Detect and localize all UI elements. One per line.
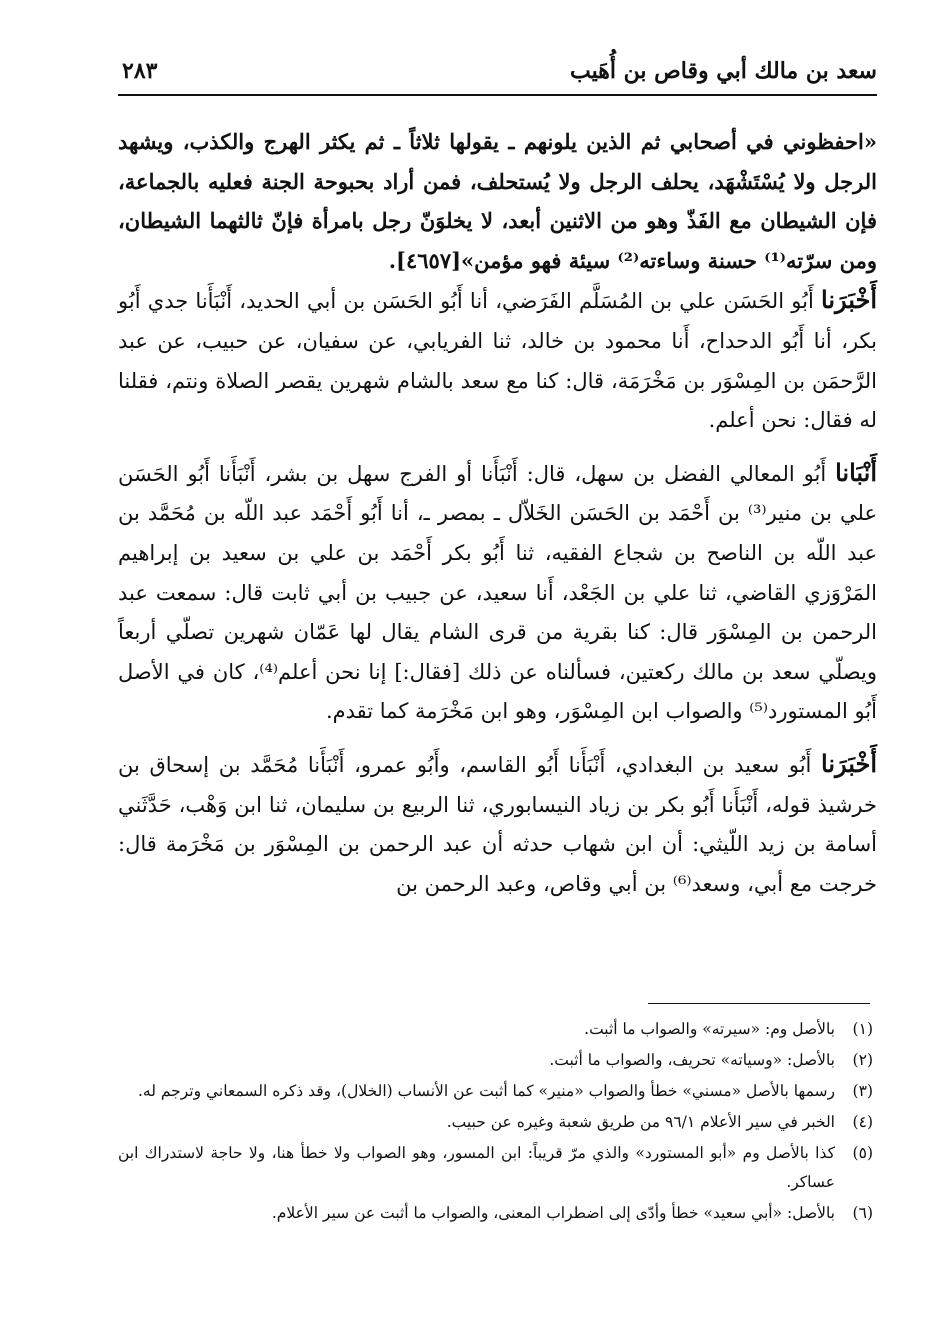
footnote-item [118,1199,873,1228]
footnote-divider [648,1003,870,1004]
hadith-text: «احفظوني في أصحابي ثم الذين يلونهم ـ يقولها ثلاثاً ـ ثم يكثر الهرج والكذب، ويشهد الرجل ولا يُسْتَشْهَد، يحلف الرجل ولا يُستحلف، فمن أراد بحبوحة الجنة فعليه بالجماعة، فإن الشيطان مع الفَذّ وهو من الاثنين أبعد، لا يخلوَنّ رجل بامرأة فإنّ ثالثهما الشيطان، ومن سرّته⁽¹⁾ حسنة وساءته⁽²⁾ سيئة فهو مؤمن»[٤٦٥٧]. [118,129,877,273]
hadith-paragraph [118,122,877,280]
footnote-text: بالأصل: «وسياته» تحريف، والصواب ما أثبت. [549,1051,835,1069]
footnote-text: رسمها بالأصل «مسني» خطأ والصواب «منير» كما أثبت عن الأنساب (الخلال)، وقد ذكره السمعاني وترجم له. [137,1082,835,1100]
footnote-number: (٣) [852,1082,873,1100]
isnad-paragraph-1 [118,280,877,440]
footnote-number: (٤) [852,1113,873,1131]
header-title: سعد بن مالك أبي وقاص بن أُهَيب [570,58,877,84]
main-text [118,122,877,904]
footnote-text: بالأصل وم: «سيرته» والصواب ما أثبت. [584,1020,835,1038]
footnote-number: (٦) [852,1204,873,1222]
running-header [118,56,877,96]
footnote-number: (٢) [852,1051,873,1069]
paragraph-lead-word: أَخْبَرَنا [821,285,877,315]
footnote-item [118,1046,873,1075]
footnote-item [118,1139,873,1197]
isnad-paragraph-3 [118,744,877,904]
footnote-number: (٥) [852,1144,873,1162]
paragraph-text: أَبُو المعالي الفضل بن سهل، قال: أَنْبَأَنا أو الفرج سهل بن بشر، أَنْبَأَنا أَبُو الحَسَن علي بن منير⁽³⁾ بن أَحْمَد بن الحَسَن الخَلاّل ـ بمصر ـ، أنا أَبُو أَحْمَد عبد اللّه بن مُحَمَّد بن عبد اللّه بن الناصح بن شجاع الفقيه، ثنا أَبُو بكر أَحْمَد بن علي بن سعيد بن إبراهيم المَرْوَزي القاضي، ثنا علي بن الجَعْد، أَنا سعيد، عن جبيب بن أبي ثابت قال: سمعت عبد الرحمن بن المِسْوَر قال: كنا بقرية من قرى الشام يقال لها عَمّان شهرين تصلّي أربعاً ويصلّي سعد بن مالك ركعتين، فسألناه عن ذلك [فقال:] إنا نحن أعلم⁽⁴⁾، كان في الأصل أَبُو المستورد⁽⁵⁾ والصواب ابن المِسْوَر، وهو ابن مَخْرَمة كما تقدم. [118,461,877,724]
footnote-item [118,1077,873,1106]
footnote-text: بالأصل: «أبي سعيد» خطأ وأدّى إلى اضطراب المعنى، والصواب ما أثبت عن سير الأعلام. [271,1204,835,1222]
isnad-paragraph-2 [118,453,877,732]
paragraph-text: أَبُو سعيد بن البغدادي، أَنْبَأَنا أَبُو القاسم، وأَبُو عمرو، أَنْبَأَنا مُحَمَّد بن إسحاق بن خرشيذ قوله، أَنْبَأَنا أَبُو بكر بن زياد النيسابوري، ثنا الربيع بن سليمان، ثنا ابن وَهْب، حَدَّثَني أسامة بن زيد اللّيثي: أن ابن شهاب حدثه أن عبد الرحمن بن المِسْوَر بن مَخْرَمة قال: خرجت مع أبي، وسعد⁽⁶⁾ بن أبي وقاص، وعبد الرحمن بن [118,752,877,896]
footnote-text: الخبر في سير الأعلام ٩٦/١ من طريق شعبة وغيره عن حبيب. [446,1113,835,1131]
footnote-item [118,1015,873,1044]
footnote-text: كذا بالأصل وم «أبو المستورد» والذي مرّ قريباً: ابن المسور، وهو الصواب ولا خطأ هنا، ولا حاجة لاستدراك ابن عساكر. [118,1144,835,1191]
footnotes [118,1015,873,1230]
paragraph-lead-word: أَنْبَانا [835,457,877,487]
footnote-item [118,1108,873,1137]
paragraph-text: أَبُو الحَسَن علي بن المُسَلَّم الفَرَضي، أنا أَبُو الحَسَن بن أبي الحديد، أَنْبَأَنا جدي أَبُو بكر، أنا أَبُو الدحداح، أَنا محمود بن خالد، ثنا الفريابي، عن سفيان، عن حبيب، عن عبد الرَّحمَن بن المِسْوَر بن مَخْرَمَة، قال: كنا مع سعد بالشام شهرين يقصر الصلاة ونتم، فقلنا له فقال: نحن أعلم. [118,289,877,433]
footnote-number: (١) [852,1020,873,1038]
paragraph-lead-word: أَخْبَرَنا [821,748,877,778]
page-number: ٢٨٣ [122,58,158,84]
